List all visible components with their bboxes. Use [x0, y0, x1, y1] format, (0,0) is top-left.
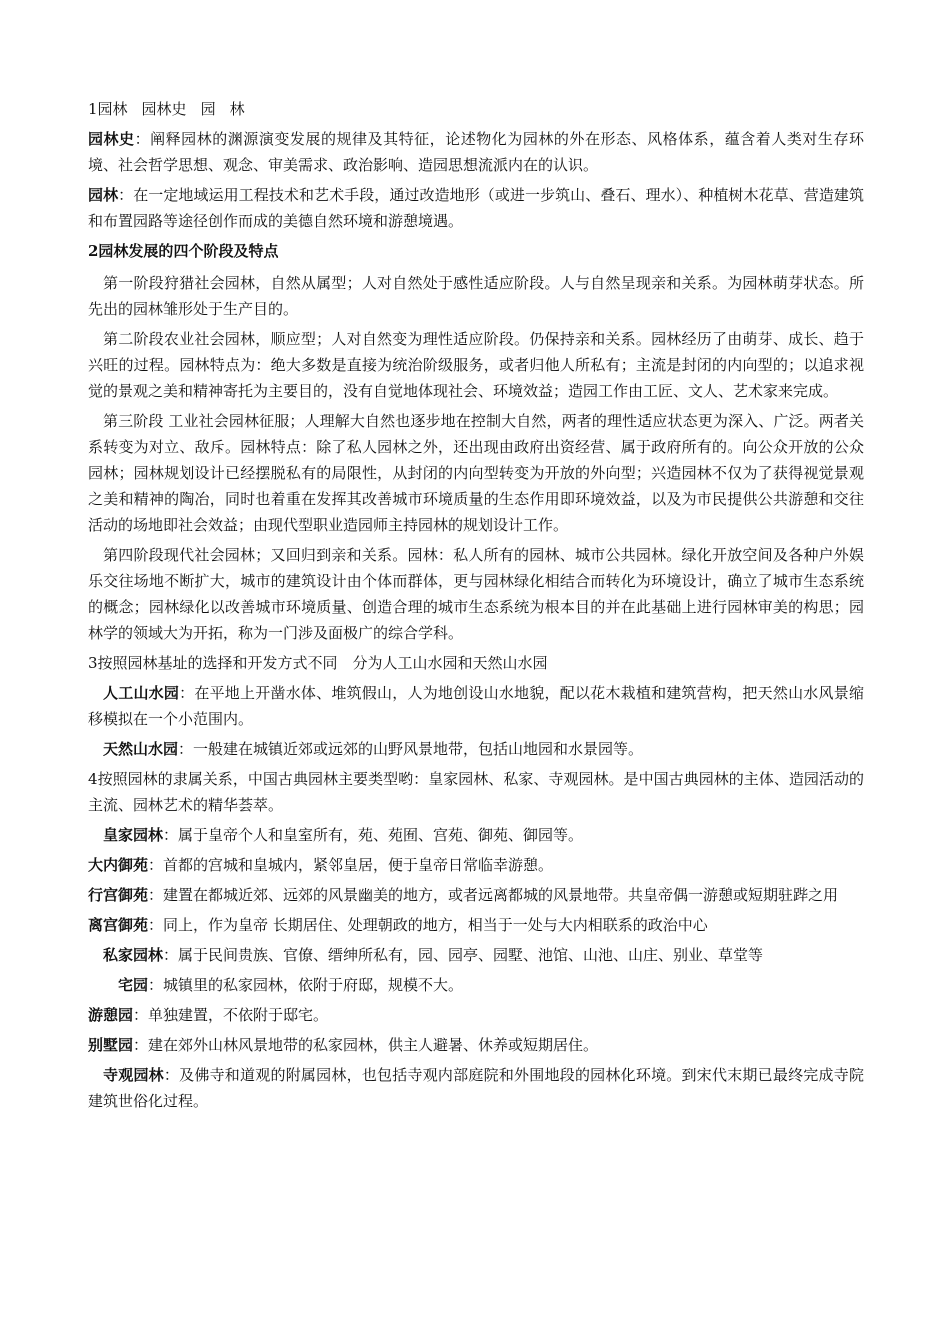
definition-yuanlinshi	[88, 126, 864, 178]
definition-bieshuyuan	[88, 1032, 864, 1058]
header-line	[88, 96, 864, 122]
definition-text: ：单独建置，不依附于邸宅。	[133, 1006, 329, 1024]
definition-text: ：建置在都城近郊、远郊的风景幽美的地方，或者远离都城的风景地带。共皇帝偶一游憩或短期驻跸之用	[148, 886, 839, 904]
section-3-heading: 3按照园林基址的选择和开发方式不同 分为人工山水园和天然山水园	[88, 654, 548, 672]
section-2-heading: 2园林发展的四个阶段及特点	[88, 242, 279, 260]
definition-private-garden	[88, 942, 864, 968]
term: 离宫御苑	[88, 916, 149, 934]
definition-royal-garden	[88, 822, 864, 848]
term: 园林	[88, 186, 119, 204]
term: 大内御苑	[88, 856, 149, 874]
definition-yuanlin	[88, 182, 864, 234]
definition-text: ：同上，作为皇帝 长期居住、处理朝政的地方，相当于一处与大内相联系的政治中心	[148, 916, 708, 934]
term: 行宫御苑	[88, 886, 149, 904]
document-page	[88, 96, 864, 1118]
definition-ligong-yuyuan	[88, 912, 864, 938]
section-4-heading: 4按照园林的隶属关系，中国古典园林主要类型哟：皇家园林、私家、寺观园林。是中国古典园林的主体、造园活动的主流、园林艺术的精华荟萃。	[88, 770, 864, 814]
stage-2-paragraph: 第二阶段农业社会园林，顺应型；人对自然变为理性适应阶段。仍保持亲和关系。园林经历了由萌芽、成长、趋于兴旺的过程。园林特点为：绝大多数是直接为统治阶级服务，或者归他人所私有；主流是封闭的内向型的；以追求视觉的景观之美和精神寄托为主要目的，没有自觉地体现社会、环境效益；造园工作由工匠、文人、艺术家来完成。	[88, 330, 864, 400]
definition-text: ：首都的宫城和皇城内，紧邻皇居，便于皇帝日常临幸游憩。	[148, 856, 554, 874]
definition-text: ：在平地上开凿水体、堆筑假山，人为地创设山水地貌，配以花木栽植和建筑营构，把天然山水风景缩移模拟在一个小范围内。	[88, 684, 864, 728]
term: 人工山水园	[103, 684, 180, 702]
term: 园林史	[88, 130, 135, 148]
header-part-3: 园	[200, 100, 216, 118]
definition-text: ：在一定地域运用工程技术和艺术手段，通过改造地形（或进一步筑山、叠石、理水）、种植树木花草、营造建筑和布置园路等途径创作而成的美德自然环境和游憩境遇。	[88, 186, 864, 230]
definition-danei-yuyuan	[88, 852, 864, 878]
definition-text: ：及佛寺和道观的附属园林，也包括寺观内部庭院和外围地段的园林化环境。到宋代末期已最终完成寺院建筑世俗化过程。	[88, 1066, 864, 1110]
definition-text: ：属于皇帝个人和皇室所有，苑、苑囿、宫苑、御苑、御园等。	[163, 826, 584, 844]
definition-text: ：阐释园林的渊源演变发展的规律及其特征，论述物化为园林的外在形态、风格体系，蕴含着人类对生存环境、社会哲学思想、观念、审美需求、政治影响、造园思想流派内在的认识。	[88, 130, 864, 174]
definition-youqiyuan	[88, 1002, 864, 1028]
definition-text: ：建在郊外山林风景地带的私家园林，供主人避暑、休养或短期居住。	[133, 1036, 599, 1054]
stage-1-paragraph: 第一阶段狩猎社会园林，自然从属型；人对自然处于感性适应阶段。人与自然呈现亲和关系。为园林萌芽状态。所先出的园林雏形处于生产目的。	[88, 274, 864, 318]
term: 皇家园林	[103, 826, 164, 844]
term: 宅园	[118, 976, 149, 994]
term: 寺观园林	[103, 1066, 164, 1084]
definition-artificial-landscape-garden	[88, 680, 864, 732]
definition-temple-garden	[88, 1062, 864, 1114]
header-part-2: 园林史	[141, 100, 187, 118]
definition-zhaiyuan	[88, 972, 864, 998]
definition-text: ：属于民间贵族、官僚、缙绅所私有，园、园亭、园墅、池馆、山池、山庄、别业、草堂等	[163, 946, 764, 964]
definition-xinggong-yuyuan	[88, 882, 864, 908]
header-prefix: 1园林	[88, 100, 128, 118]
term: 别墅园	[88, 1036, 134, 1054]
header-part-4: 林	[229, 100, 245, 118]
stage-4-paragraph: 第四阶段现代社会园林；又回归到亲和关系。园林：私人所有的园林、城市公共园林。绿化开放空间及各种户外娱乐交往场地不断扩大，城市的建筑设计由个体而群体，更与园林绿化相结合而转化为环境设计，确立了城市生态系统的概念；园林绿化以改善城市环境质量、创造合理的城市生态系统为根本目的并在此基础上进行园林审美的构思；园林学的领域大为开拓，称为一门涉及面极广的综合学科。	[88, 546, 864, 642]
term: 游憩园	[88, 1006, 134, 1024]
term: 私家园林	[103, 946, 164, 964]
term: 天然山水园	[103, 740, 179, 758]
definition-text: ：一般建在城镇近郊或远郊的山野风景地带，包括山地园和水景园等。	[178, 740, 644, 758]
stage-3-paragraph: 第三阶段 工业社会园林征服；人理解大自然也逐步地在控制大自然，两者的理性适应状态更为深入、广泛。两者关系转变为对立、敌斥。园林特点：除了私人园林之外，还出现由政府出资经营、属于政府所有的。向公众开放的公众园林；园林规划设计已经摆脱私有的局限性，从封闭的内向型转变为开放的外向型；兴造园林不仅为了获得视觉景观之美和精神的陶冶，同时也着重在发挥其改善城市环境质量的生态作用即环境效益，以及为市民提供公共游憩和交往活动的场地即社会效益；由现代型职业造园师主持园林的规划设计工作。	[88, 412, 864, 534]
definition-natural-landscape-garden	[88, 736, 864, 762]
definition-text: ：城镇里的私家园林，依附于府邸，规模不大。	[148, 976, 464, 994]
